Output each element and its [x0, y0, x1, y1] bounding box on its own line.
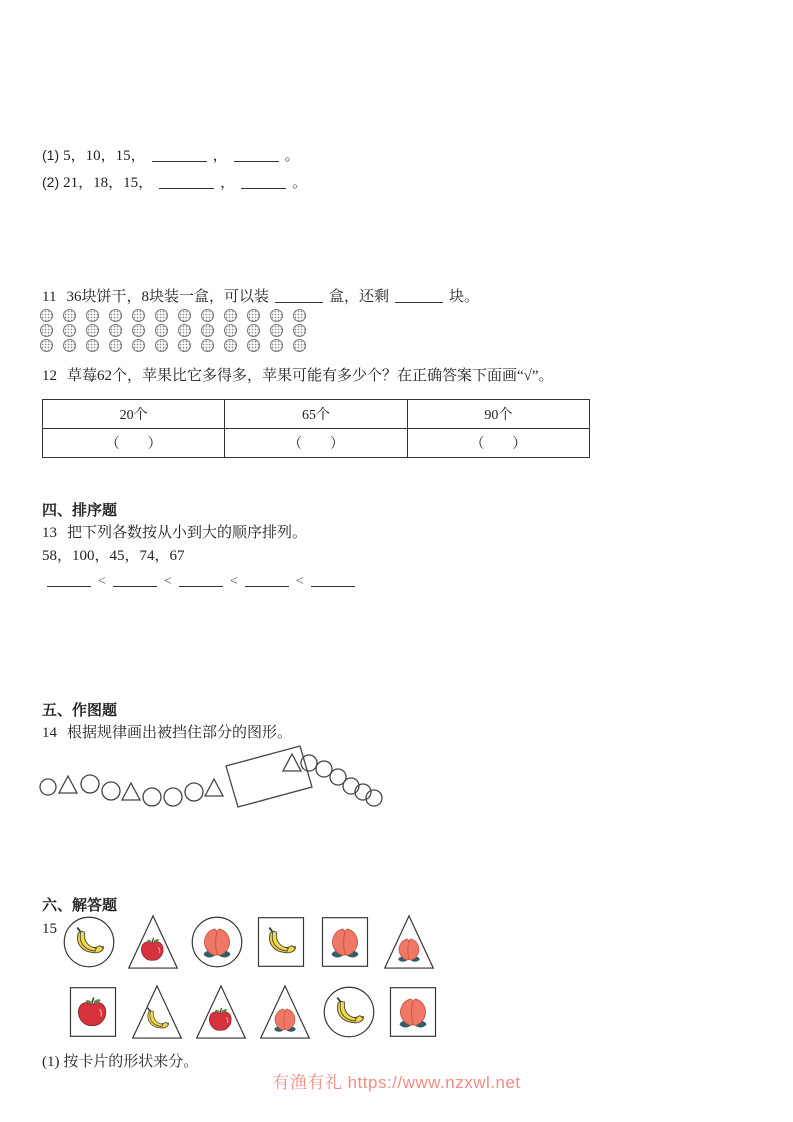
cookie-icon — [40, 309, 53, 322]
card-triangle-apple — [194, 982, 248, 1042]
answer-blank — [47, 571, 91, 587]
q12-answer-cell: （ ） — [407, 429, 589, 458]
cookie-row — [40, 309, 316, 324]
pattern-triangle — [122, 783, 140, 800]
pattern-circle — [143, 788, 161, 806]
pattern-circle — [164, 788, 182, 806]
peach-icon — [332, 929, 359, 957]
q12-answers-row — [43, 429, 590, 458]
pattern-circle — [102, 782, 120, 800]
comma: ， — [220, 175, 236, 191]
less-than-sign: < — [163, 574, 172, 589]
cookie-icon — [63, 324, 76, 337]
pattern-circle — [343, 778, 359, 794]
peach-icon — [204, 929, 231, 957]
answer-blank — [113, 571, 157, 587]
card-circle-banana — [62, 912, 116, 972]
cookie-icon — [40, 324, 53, 337]
cookie-icon — [132, 309, 145, 322]
less-than-sign: < — [295, 574, 304, 589]
question-13 — [42, 524, 307, 542]
cookie-icon — [40, 339, 53, 352]
q15-card-row-2 — [66, 982, 440, 1042]
card-triangle-peach — [382, 912, 436, 972]
cookie-icon — [109, 339, 122, 352]
pattern-triangle — [59, 776, 77, 793]
question-text: 36块饼干，8块装一盒，可以装 — [66, 289, 269, 305]
item-prefix: (2) — [42, 174, 60, 190]
number-sequence: 5，10，15， — [63, 148, 146, 164]
cookie-icon — [155, 339, 168, 352]
q12-answer-cell: （ ） — [43, 429, 225, 458]
cookie-icon — [247, 309, 260, 322]
less-than-sign: < — [98, 574, 106, 589]
question-number: 14 — [42, 725, 57, 741]
peach-icon — [398, 939, 420, 962]
peach-icon — [274, 1009, 296, 1032]
cookie-icon — [270, 309, 283, 322]
answer-blank — [179, 571, 223, 587]
apple-icon — [141, 938, 163, 960]
question-text: 根据规律画出被挡住部分的图形。 — [67, 725, 293, 741]
cookie-grid — [40, 309, 316, 354]
pattern-figure — [36, 740, 396, 814]
answer-blank — [245, 571, 289, 587]
cookie-icon — [224, 309, 237, 322]
cookie-icon — [63, 309, 76, 322]
q13-numbers: 58，100，45，74，67 — [42, 548, 185, 564]
question-number: 12 — [42, 368, 57, 384]
cookie-icon — [270, 339, 283, 352]
q13-comparison-line — [42, 571, 360, 591]
cookie-icon — [109, 309, 122, 322]
question-text: 草莓62个，苹果比它多得多，苹果可能有多少个？在正确答案下面画“√”。 — [67, 368, 554, 384]
fill-blank-line-1 — [42, 146, 300, 165]
q15-card-row-1 — [62, 912, 436, 972]
answer-blank — [395, 287, 443, 303]
pattern-circle — [185, 783, 203, 801]
cookie-icon — [178, 339, 191, 352]
cookie-icon — [132, 324, 145, 337]
question-number: 13 — [42, 525, 57, 541]
q12-table — [42, 399, 590, 458]
period: 。 — [292, 175, 308, 191]
cookie-icon — [155, 309, 168, 322]
cookie-icon — [224, 324, 237, 337]
cookie-row — [40, 339, 316, 354]
banana-icon — [269, 928, 296, 953]
cookie-icon — [86, 324, 99, 337]
pattern-circle — [40, 779, 56, 795]
cookie-icon — [86, 339, 99, 352]
cookie-row — [40, 324, 316, 339]
cookie-icon — [270, 324, 283, 337]
question-15-number: 15 — [42, 921, 57, 937]
banana-icon — [77, 928, 104, 953]
cookie-icon — [132, 339, 145, 352]
card-triangle-apple — [126, 912, 180, 972]
footer-watermark: 有渔有礼 https://www.nzxwl.net — [272, 1073, 521, 1092]
fill-blank-line-2 — [42, 173, 307, 192]
card-circle-banana — [322, 982, 376, 1042]
question-12 — [42, 367, 554, 385]
question-text: 把下列各数按从小到大的顺序排列。 — [67, 525, 308, 541]
pattern-circle — [81, 775, 99, 793]
q12-option: 90个 — [407, 400, 589, 429]
q12-option: 20个 — [43, 400, 225, 429]
less-than-sign: < — [229, 574, 238, 589]
item-prefix: (1) — [42, 147, 60, 163]
card-square-banana — [254, 912, 308, 972]
q12-answer-cell: （ ） — [225, 429, 407, 458]
question-text: 盒，还剩 — [328, 289, 389, 305]
card-square-peach — [386, 982, 440, 1042]
cookie-icon — [155, 324, 168, 337]
cookie-icon — [63, 339, 76, 352]
question-11 — [42, 287, 479, 306]
comma: ， — [212, 148, 228, 164]
q12-options-row — [43, 400, 590, 429]
card-triangle-peach — [258, 982, 312, 1042]
pattern-triangle — [205, 779, 223, 796]
banana-icon — [337, 998, 364, 1023]
cookie-icon — [293, 309, 306, 322]
cookie-icon — [293, 339, 306, 352]
question-number: 11 — [42, 289, 57, 305]
peach-icon — [400, 999, 427, 1027]
cookie-icon — [178, 309, 191, 322]
apple-icon — [79, 998, 106, 1026]
cookie-icon — [109, 324, 122, 337]
question-text: 块。 — [448, 289, 479, 305]
answer-blank — [152, 146, 207, 162]
q12-option: 65个 — [225, 400, 407, 429]
apple-icon — [209, 1008, 231, 1030]
card-circle-peach — [190, 912, 244, 972]
answer-blank — [311, 571, 355, 587]
answer-blank — [241, 173, 286, 189]
card-square-apple — [66, 982, 120, 1042]
pattern-circle — [316, 761, 332, 777]
banana-icon — [148, 1008, 169, 1028]
number-sequence: 21，18，15， — [63, 175, 154, 191]
section-4-title: 四、排序题 — [42, 503, 118, 519]
covering-rectangle — [226, 746, 312, 807]
cookie-icon — [293, 324, 306, 337]
cookie-icon — [201, 324, 214, 337]
answer-blank — [275, 287, 323, 303]
cookie-icon — [86, 309, 99, 322]
answer-blank — [159, 173, 214, 189]
answer-blank — [234, 146, 279, 162]
section-6-title: 六、解答题 — [42, 898, 118, 914]
card-triangle-banana — [130, 982, 184, 1042]
cookie-icon — [224, 339, 237, 352]
cookie-icon — [201, 309, 214, 322]
period: 。 — [284, 148, 300, 164]
section-5-title: 五、作图题 — [42, 703, 118, 719]
cookie-icon — [247, 324, 260, 337]
cookie-icon — [201, 339, 214, 352]
cookie-icon — [247, 339, 260, 352]
q15-sub-question-1: (1) 按卡片的形状来分。 — [42, 1054, 199, 1070]
cookie-icon — [178, 324, 191, 337]
card-square-peach — [318, 912, 372, 972]
